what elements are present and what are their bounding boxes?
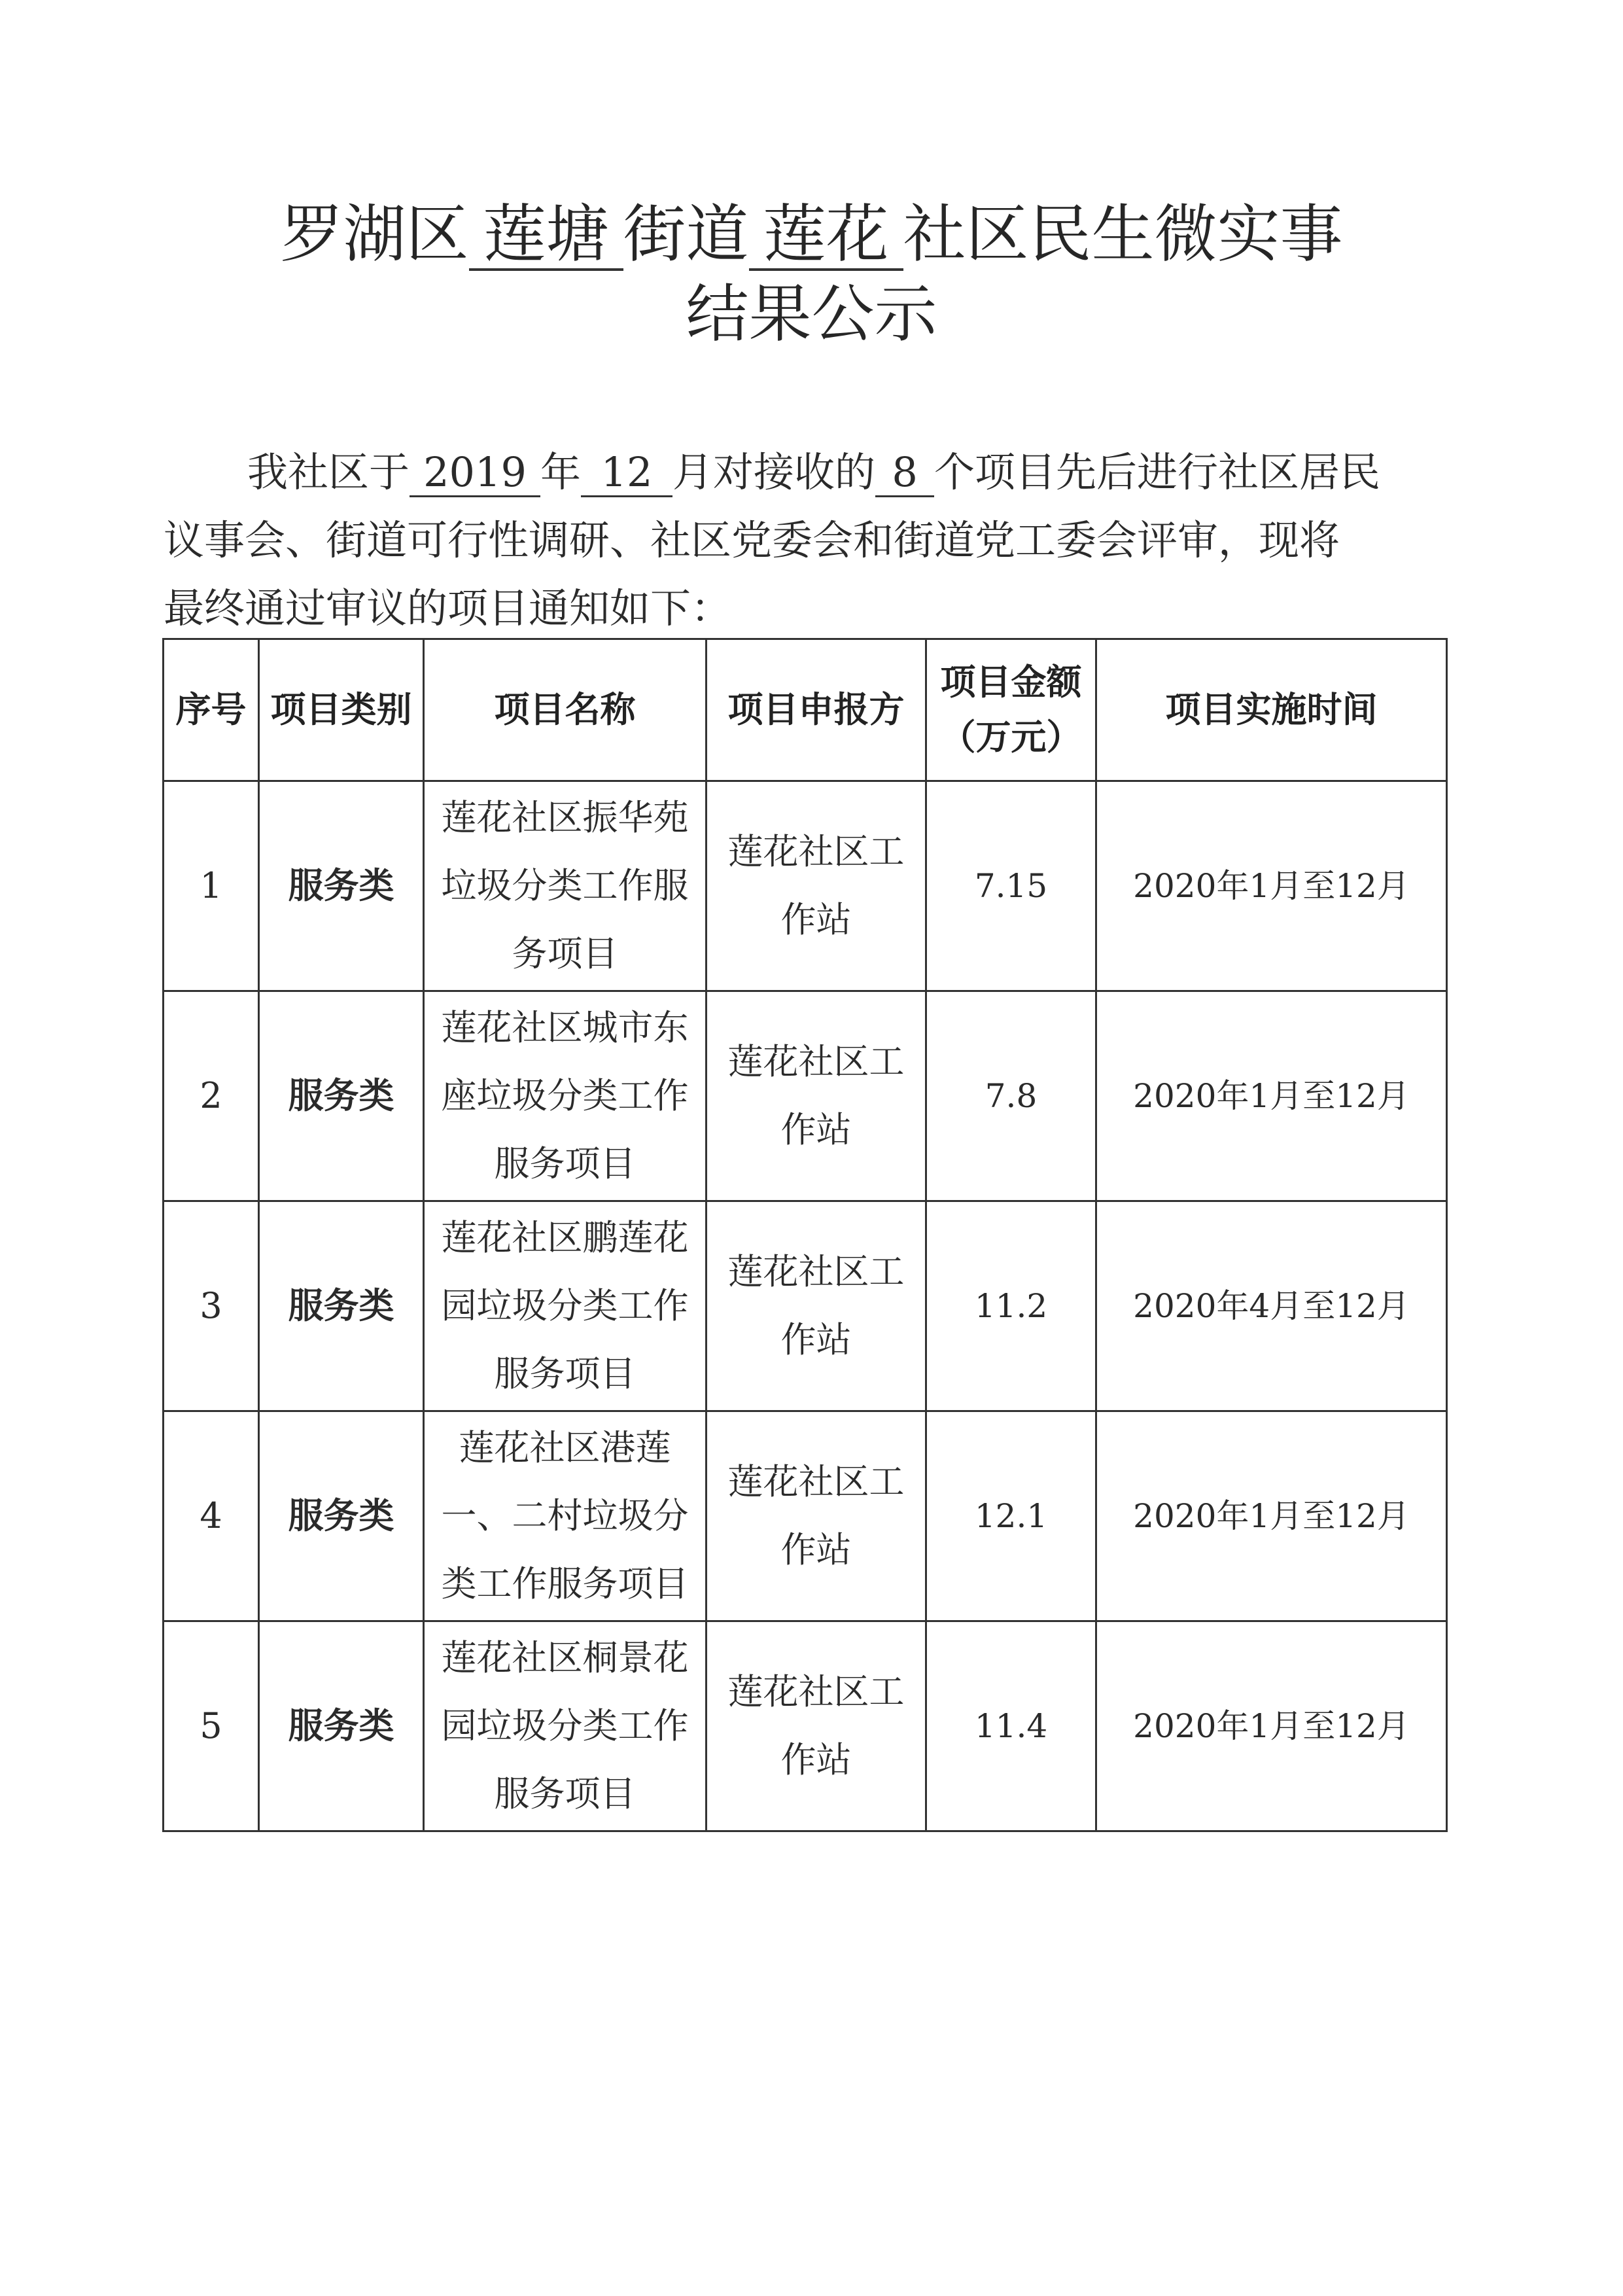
cell-amount: 7.8 xyxy=(926,991,1096,1201)
cell-category: 服务类 xyxy=(259,781,424,991)
cell-category: 服务类 xyxy=(259,1411,424,1621)
intro-year-field: 2019 xyxy=(410,452,540,497)
title-community-name: 莲花 xyxy=(749,203,903,271)
table-row xyxy=(164,1411,1447,1621)
projects-table xyxy=(162,638,1448,1832)
cell-seq: 3 xyxy=(164,1201,259,1411)
cell-amount: 7.15 xyxy=(926,781,1096,991)
table-row xyxy=(164,781,1447,991)
table-row xyxy=(164,991,1447,1201)
cell-project-name: 莲花社区城市东座垃圾分类工作服务项目 xyxy=(424,991,707,1201)
title-community-suffix: 社区民生微实事 xyxy=(903,198,1343,271)
document-title-line2: 结果公示 xyxy=(686,277,937,351)
title-street-suffix: 街道 xyxy=(623,198,749,271)
header-applicant: 项目申报方 xyxy=(707,639,926,781)
cell-applicant: 莲花社区工作站 xyxy=(707,991,926,1201)
cell-applicant: 莲花社区工作站 xyxy=(707,1201,926,1411)
cell-project-name: 莲花社区港莲一、二村垃圾分类工作服务项目 xyxy=(424,1411,707,1621)
table-row xyxy=(164,1201,1447,1411)
cell-amount: 12.1 xyxy=(926,1411,1096,1621)
cell-project-name: 莲花社区振华苑垃圾分类工作服务项目 xyxy=(424,781,707,991)
cell-applicant: 莲花社区工作站 xyxy=(707,781,926,991)
intro-count-field: 8 xyxy=(875,452,934,497)
cell-category: 服务类 xyxy=(259,1621,424,1831)
cell-applicant: 莲花社区工作站 xyxy=(707,1411,926,1621)
header-amount-line2: （万元） xyxy=(940,716,1082,758)
header-amount xyxy=(926,639,1096,781)
cell-seq: 5 xyxy=(164,1621,259,1831)
cell-seq: 2 xyxy=(164,991,259,1201)
intro-text-3: 月对接收的 xyxy=(672,448,876,496)
intro-paragraph xyxy=(164,438,1459,643)
header-category: 项目类别 xyxy=(259,639,424,781)
intro-line-1 xyxy=(164,438,1459,506)
document-title-line1 xyxy=(0,198,1623,271)
cell-seq: 4 xyxy=(164,1411,259,1621)
cell-time: 2020年1月至12月 xyxy=(1096,991,1447,1201)
intro-text-2: 年 xyxy=(540,448,582,496)
cell-project-name: 莲花社区桐景花园垃圾分类工作服务项目 xyxy=(424,1621,707,1831)
intro-line-2: 议事会、街道可行性调研、社区党委会和街道党工委会评审，现将 xyxy=(164,516,1340,564)
intro-month-field: 12 xyxy=(581,452,672,497)
cell-category: 服务类 xyxy=(259,1201,424,1411)
cell-amount: 11.2 xyxy=(926,1201,1096,1411)
cell-time: 2020年4月至12月 xyxy=(1096,1201,1447,1411)
header-seq: 序号 xyxy=(164,639,259,781)
header-time: 项目实施时间 xyxy=(1096,639,1447,781)
cell-time: 2020年1月至12月 xyxy=(1096,1621,1447,1831)
cell-seq: 1 xyxy=(164,781,259,991)
header-amount-line1: 项目金额 xyxy=(940,662,1082,703)
cell-category: 服务类 xyxy=(259,991,424,1201)
cell-amount: 11.4 xyxy=(926,1621,1096,1831)
title-street-name: 莲塘 xyxy=(469,203,623,271)
intro-text-1: 我社区于 xyxy=(247,448,410,496)
table-header-row xyxy=(164,639,1447,781)
table-row xyxy=(164,1621,1447,1831)
cell-time: 2020年1月至12月 xyxy=(1096,781,1447,991)
cell-applicant: 莲花社区工作站 xyxy=(707,1621,926,1831)
header-name: 项目名称 xyxy=(424,639,707,781)
cell-project-name: 莲花社区鹏莲花园垃圾分类工作服务项目 xyxy=(424,1201,707,1411)
intro-line-3: 最终通过审议的项目通知如下： xyxy=(164,584,732,632)
cell-time: 2020年1月至12月 xyxy=(1096,1411,1447,1621)
intro-text-4: 个项目先后进行社区居民 xyxy=(934,448,1381,496)
title-district: 罗湖区 xyxy=(280,198,469,271)
